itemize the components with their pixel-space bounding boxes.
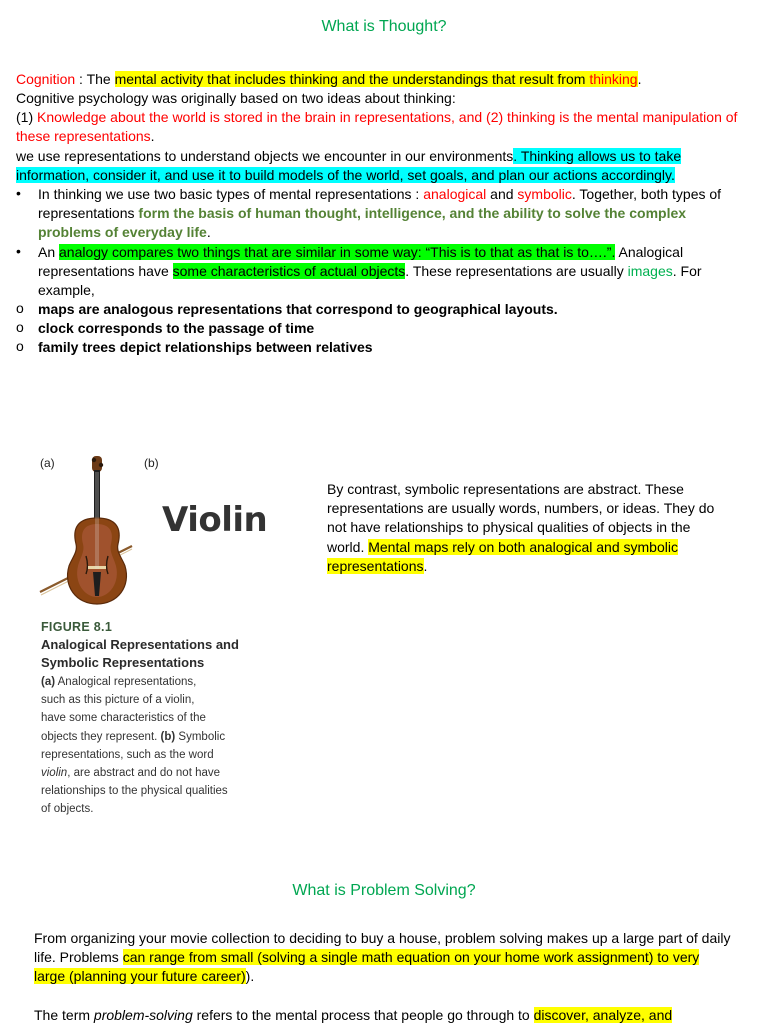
ps2-em: problem-solving: [93, 1007, 193, 1023]
caption-line-1: (a) Analogical representations,: [41, 676, 197, 688]
b1-bold: form the basis of human thought, intelligence, and the ability to solve the complex problems of everyday life: [38, 205, 687, 241]
b2-hl1: analogy compares two things that are similar in some way: “This is to that as that is to….”.: [59, 244, 616, 260]
cognition-def-b: thinking: [589, 71, 638, 87]
figure-title-line-1: Analogical Representations and: [41, 637, 239, 652]
figure-label-b: (b): [144, 456, 159, 470]
sub-item-clock: clock corresponds to the passage of time: [38, 320, 315, 336]
b2-b: Analogical representations have: [38, 244, 684, 280]
figure-title: [41, 636, 291, 672]
b1-symbolic: symbolic: [517, 186, 572, 202]
caption-line-5: representations, such as the word: [41, 748, 214, 761]
two-ideas-para: [16, 108, 756, 146]
sub-bullet-1-marker: o: [16, 300, 24, 316]
b1-and: and: [486, 186, 518, 202]
caption-line-6: violin, are abstract and do not have: [41, 767, 221, 780]
b2-a: An: [38, 244, 60, 260]
ps2-highlight: discover, analyze, and: [533, 1007, 673, 1023]
sub-item-maps: maps are analogous representations that correspond to geographical layouts.: [38, 301, 558, 317]
b1-b: . Together, both types of representations: [38, 186, 722, 222]
sub-bullet-2-marker: o: [16, 319, 24, 335]
bullet-1-marker: •: [16, 185, 21, 201]
caption-line-4: objects they represent. (b) Symbolic: [41, 730, 226, 743]
b1-a: In thinking we use two basic types of mental representations :: [38, 186, 424, 202]
heading-what-is-problem-solving: What is Problem Solving?: [292, 882, 476, 899]
two-ideas-dot: .: [150, 128, 155, 145]
b2-images: images: [627, 263, 673, 280]
violin-icon: [36, 454, 136, 624]
cognition-sep: : The: [75, 71, 115, 87]
ps1-b: ).: [245, 968, 255, 985]
contrast-highlight: Mental maps rely on both analogical and symbolic representations: [327, 538, 678, 574]
b2-d: . For example,: [38, 263, 702, 299]
bullet-2-marker: •: [16, 243, 21, 259]
caption-line-8: of objects.: [41, 803, 94, 816]
cognition-definition: [16, 70, 756, 89]
figure-8-1: [0, 440, 290, 830]
ps2-b: refers to the mental process that people go through to: [192, 1007, 534, 1023]
violin-word: Violin: [162, 500, 268, 540]
sub-item-family: family trees depict relationships between relatives: [38, 339, 373, 355]
heading-what-is-thought: What is Thought?: [321, 18, 447, 35]
ps1-a: From organizing your movie collection to deciding to buy a house, problem solving makes up a large part of daily life. Problems: [34, 930, 731, 966]
cognition-dot: .: [637, 71, 642, 87]
cognitive-psych-line: Cognitive psychology was originally based on two ideas about thinking:: [16, 90, 456, 106]
problem-solving-para-2: [34, 1006, 734, 1025]
figure-number: FIGURE 8.1: [41, 620, 113, 634]
bullet-2-text: [38, 243, 750, 301]
caption-line-3: have some characteristics of the: [41, 712, 206, 725]
sub-bullet-3-marker: o: [16, 338, 24, 354]
thinking-highlight: . Thinking allows us to take information, consider it, and use it to build models of the world, set goals, and plan our actions accordingly.: [16, 148, 682, 184]
symbolic-contrast-para: [327, 480, 727, 576]
figure-title-line-2: Symbolic Representations: [41, 655, 205, 670]
two-ideas-prefix: (1): [16, 109, 37, 125]
cognition-term: Cognition: [16, 71, 76, 87]
ps1-highlight: can range from small (solving a single math equation on your home work assignment) to very large (planning your future career): [34, 949, 700, 985]
representations-para: [16, 147, 756, 185]
cognition-def-a: mental activity that includes thinking and the understandings that result from: [114, 71, 590, 87]
caption-line-2: such as this picture of a violin,: [41, 694, 195, 707]
two-ideas-text: Knowledge about the world is stored in the brain in representations, and (2) thinking is the mental manipulation of these representations: [16, 109, 738, 145]
contrast-dot: .: [423, 557, 428, 574]
bullet-1-text: [38, 185, 750, 243]
problem-solving-para-1: [34, 929, 734, 987]
figure-caption: [41, 673, 291, 819]
ps2-a: The term: [34, 1007, 94, 1023]
caption-line-7: relationships to the physical qualities: [41, 785, 228, 798]
b2-c: . These representations are usually: [405, 263, 628, 280]
figure-label-a: (a): [40, 456, 55, 470]
b2-hl2: some characteristics of actual objects: [172, 263, 406, 280]
b1-analogical: analogical: [423, 186, 487, 202]
representations-plain: we use representations to understand objects we encounter in our environments: [16, 148, 514, 164]
b1-dot: .: [206, 224, 211, 241]
contrast-plain: By contrast, symbolic representations are abstract. These representations are usually words, numbers, or ideas. They do not have relationships to physical qualities of objects in the world.: [327, 481, 715, 555]
